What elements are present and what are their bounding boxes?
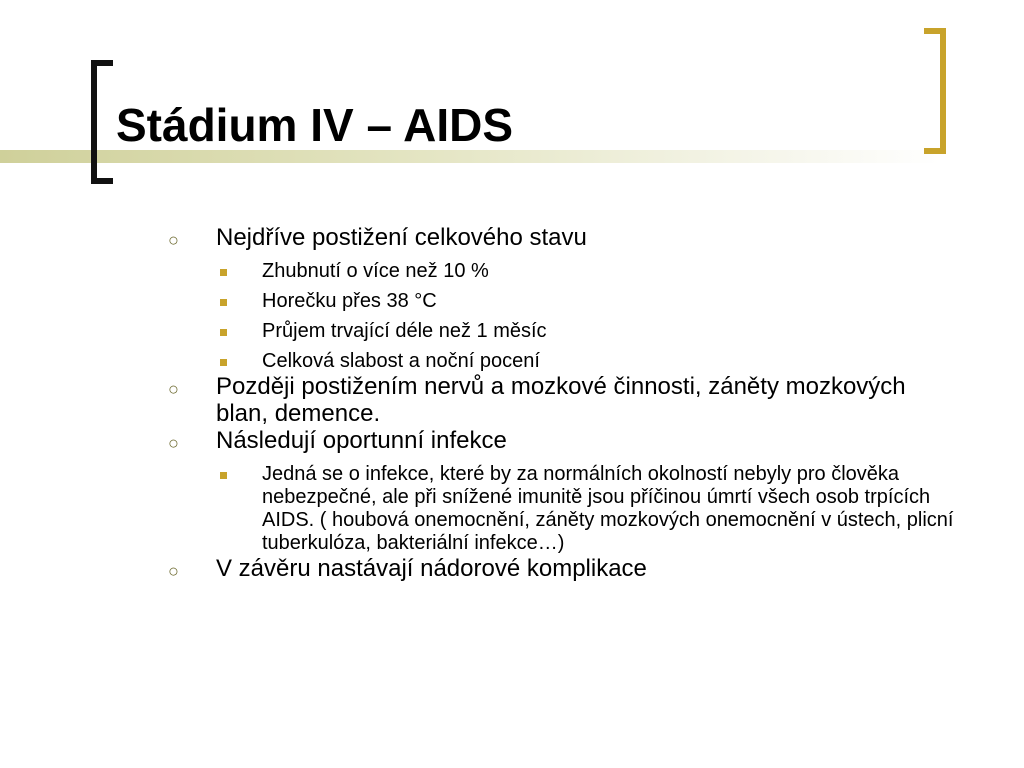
sub-bullet-item [164,290,964,313]
circle-bullet-icon: ○ [168,433,179,453]
circle-bullet-icon: ○ [168,379,179,399]
right-bracket-decoration [924,28,946,154]
bullet-item [164,373,964,427]
square-bullet-icon [220,472,227,479]
bullet-item [164,427,964,555]
sub-bullet-text: Zhubnutí o více než 10 % [262,260,489,282]
left-bracket-decoration [91,60,113,184]
square-bullet-icon [220,359,227,366]
bullet-text: Později postižením nervů a mozkové činnosti, záněty mozkových blan, demence. [216,373,906,427]
sub-bullet-item [164,320,964,343]
square-bullet-icon [220,299,227,306]
sub-bullet-item [164,260,964,283]
slide-content [164,224,964,585]
slide-title: Stádium IV – AIDS [116,99,514,151]
bullet-text: V závěru nastávají nádorové komplikace [216,555,647,582]
circle-bullet-icon: ○ [168,561,179,581]
bullet-item [164,555,964,585]
bullet-text: Nejdříve postižení celkového stavu [216,224,587,251]
sub-bullet-item [164,463,964,555]
sub-bullet-item [164,350,964,373]
sub-bullet-text: Jedná se o infekce, které by za normálních okolností nebyly pro člověka nebezpečné, ale při snížené imunitě jsou příčinou úmrtí všech osob trpících AIDS. ( houbová onemocnění, záněty mozkových onemocnění v ústech, plicní tuberkulóza, bakteriální infekce…) [262,463,954,554]
square-bullet-icon [220,269,227,276]
bullet-item [164,224,964,373]
sub-bullet-text: Horečku přes 38 °C [262,290,437,312]
sub-bullet-text: Celková slabost a noční pocení [262,350,540,372]
bullet-text: Následují oportunní infekce [216,427,507,454]
square-bullet-icon [220,329,227,336]
sub-bullet-text: Průjem trvající déle než 1 měsíc [262,320,547,342]
circle-bullet-icon: ○ [168,230,179,250]
